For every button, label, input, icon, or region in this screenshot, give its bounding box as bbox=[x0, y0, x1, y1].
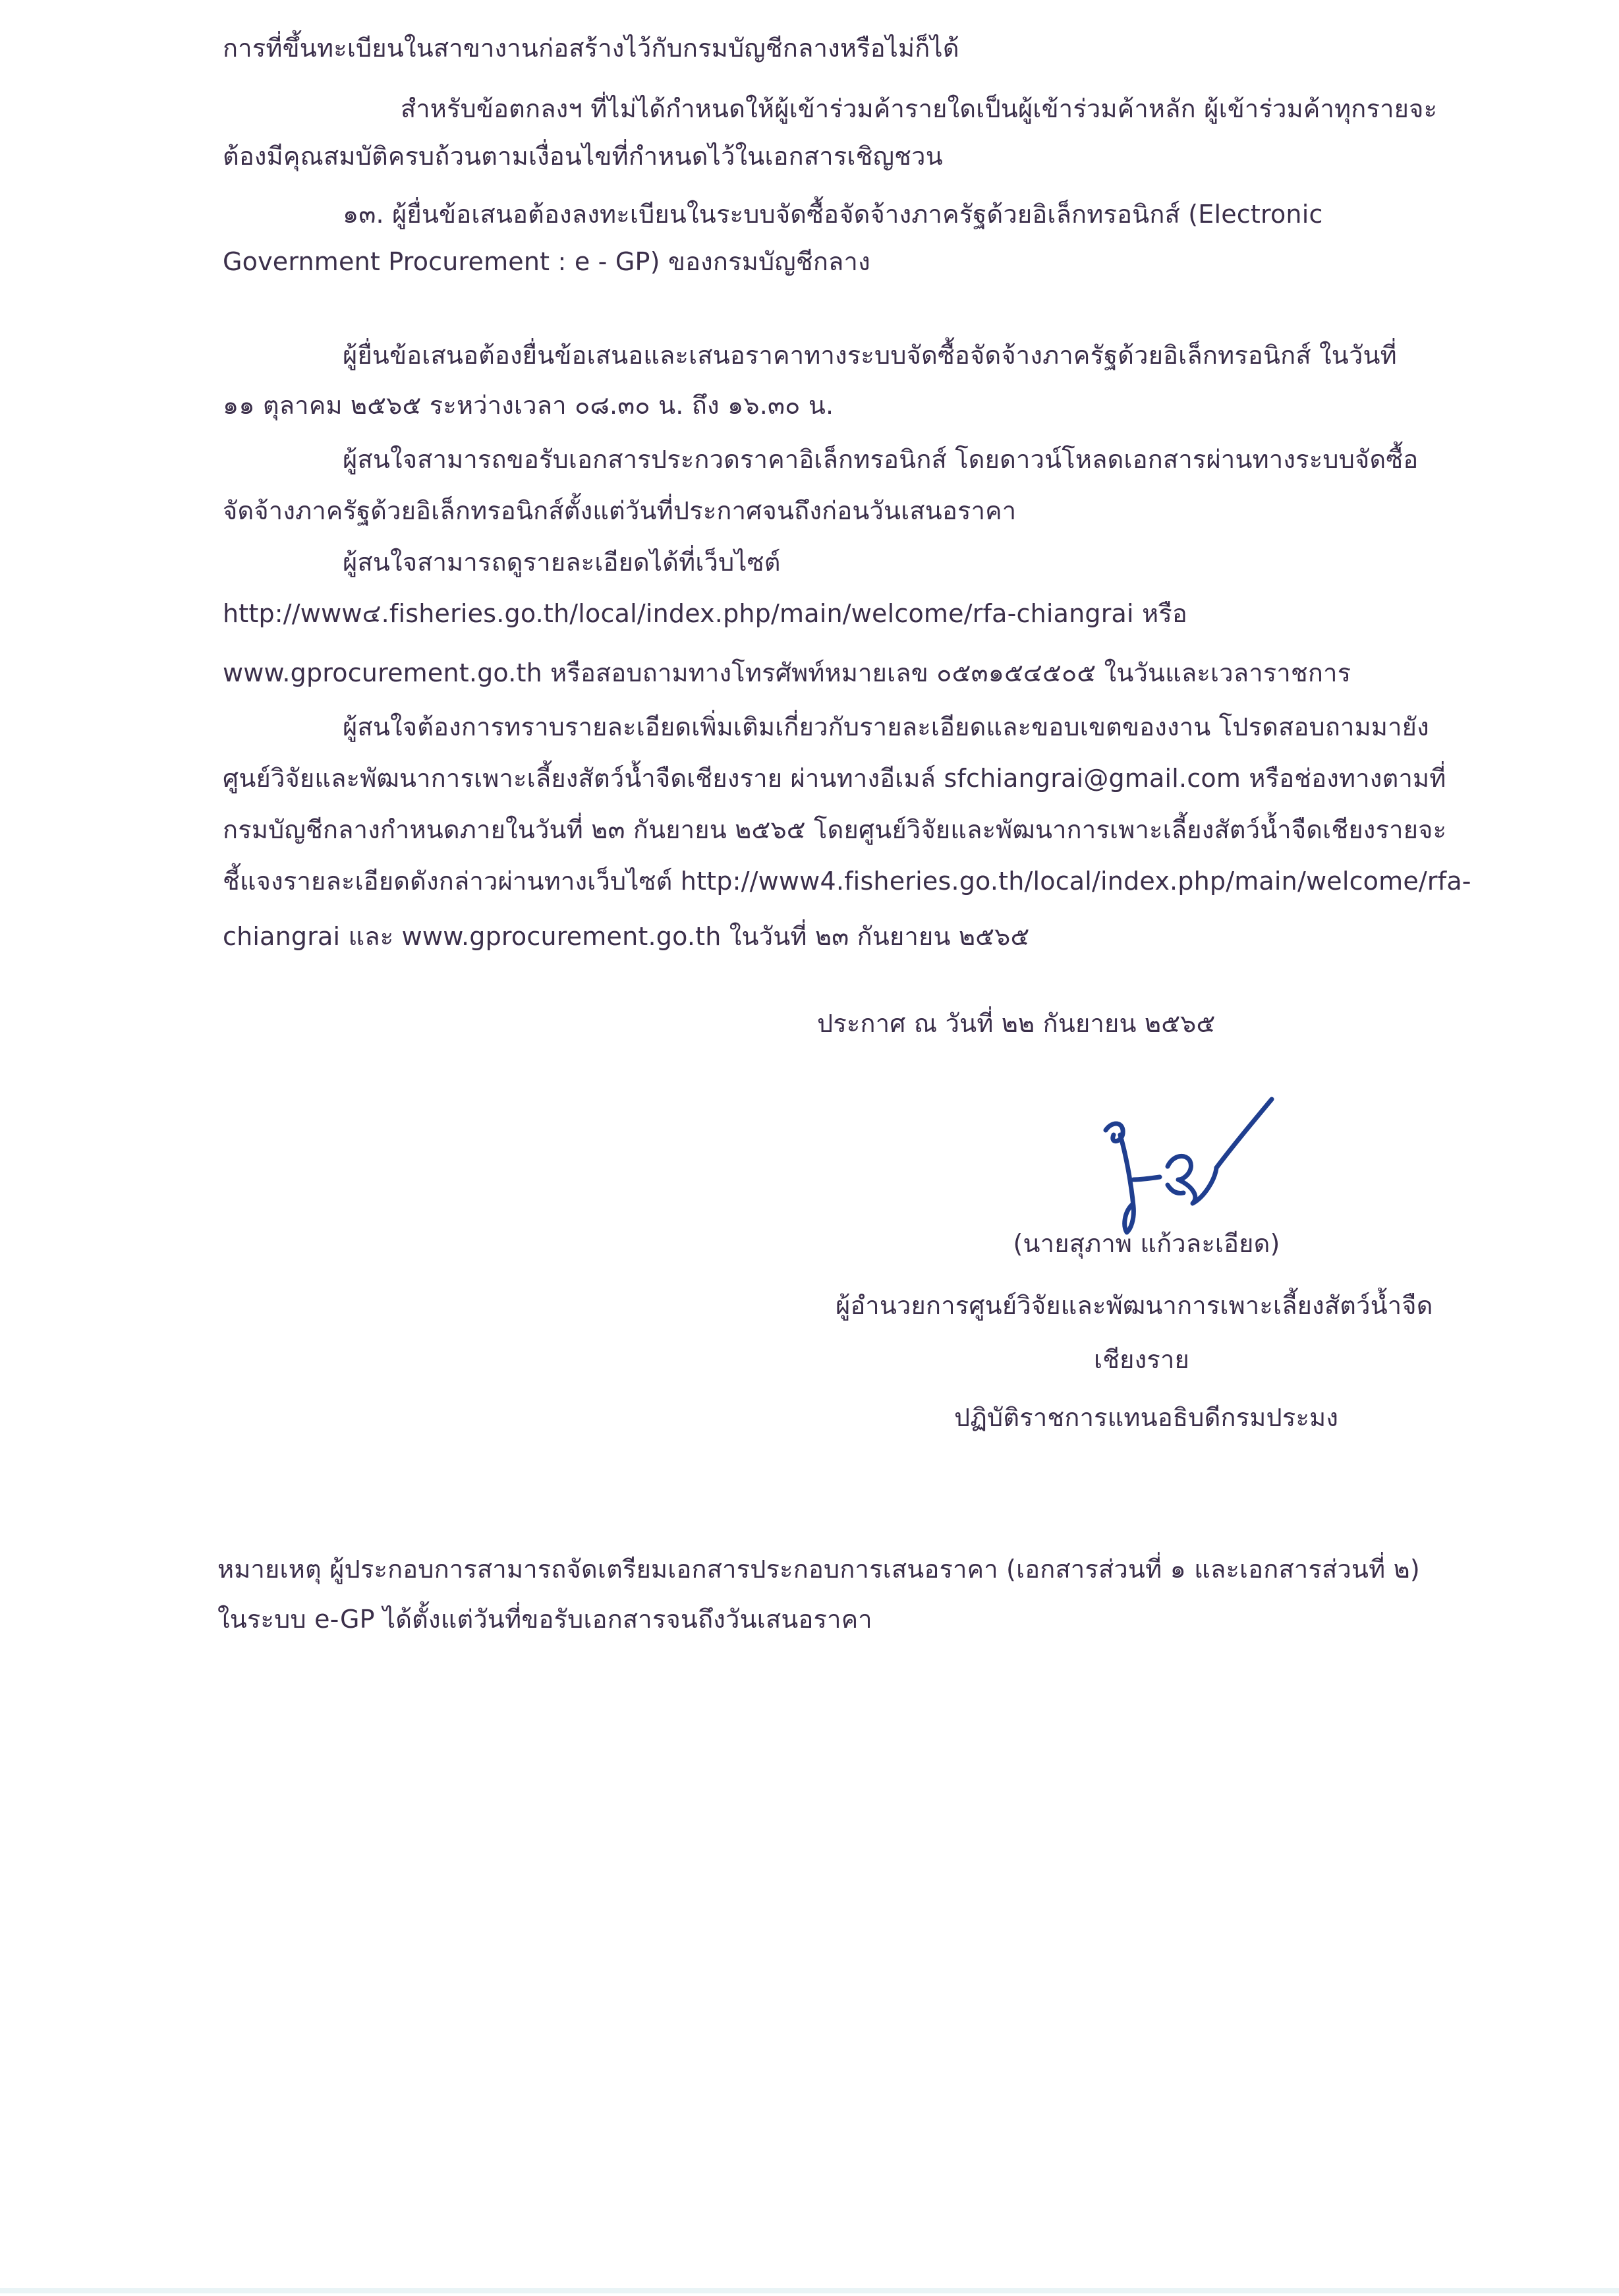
paragraph-line: การที่ขึ้นทะเบียนในสาขางานก่อสร้างไว้กับกรมบัญชีกลางหรือไม่ก็ได้ bbox=[223, 34, 959, 63]
scan-edge bbox=[0, 2288, 1619, 2293]
website-link-line[interactable]: chiangrai และ www.gprocurement.go.th ในวันที่ ๒๓ กันยายน ๒๕๖๕ bbox=[223, 922, 1030, 951]
paragraph-line: Government Procurement : e - GP) ของกรมบัญชีกลาง bbox=[223, 247, 870, 276]
paragraph-line: ต้องมีคุณสมบัติครบถ้วนตามเงื่อนไขที่กำหนดไว้ในเอกสารเชิญชวน bbox=[223, 142, 943, 171]
paragraph-line: กรมบัญชีกลางกำหนดภายในวันที่ ๒๓ กันยายน ๒๕๖๕ โดยศูนย์วิจัยและพัฒนาการเพาะเลี้ยงสัตว์น้ำจืดเชียงรายจะ bbox=[223, 815, 1447, 844]
note-line: หมายเหตุ ผู้ประกอบการสามารถจัดเตรียมเอกสารประกอบการเสนอราคา (เอกสารส่วนที่ ๑ และเอกสารส่วนที่ ๒) bbox=[217, 1555, 1420, 1584]
note-line: ในระบบ e-GP ได้ตั้งแต่วันที่ขอรับเอกสารจนถึงวันเสนอราคา bbox=[217, 1605, 872, 1634]
contact-line: www.gprocurement.go.th หรือสอบถามทางโทรศัพท์หมายเลข ๐๕๓๑๕๔๕๐๕ ในวันและเวลาราชการ bbox=[223, 658, 1351, 687]
signer-position: ปฏิบัติราชการแทนอธิบดีกรมประมง bbox=[954, 1403, 1339, 1432]
paragraph-line: ๑๓. ผู้ยื่นข้อเสนอต้องลงทะเบียนในระบบจัดซื้อจัดจ้างภาครัฐด้วยอิเล็กทรอนิกส์ (Electronic bbox=[343, 200, 1323, 229]
signer-position: ผู้อำนวยการศูนย์วิจัยและพัฒนาการเพาะเลี้ยงสัตว์น้ำจืด bbox=[836, 1291, 1433, 1320]
website-link-line[interactable]: http://www๔.fisheries.go.th/local/index.php/main/welcome/rfa-chiangrai หรือ bbox=[223, 599, 1187, 628]
paragraph-line: จัดจ้างภาครัฐด้วยอิเล็กทรอนิกส์ตั้งแต่วันที่ประกาศจนถึงก่อนวันเสนอราคา bbox=[223, 496, 1017, 525]
paragraph-line: ผู้สนใจสามารถขอรับเอกสารประกวดราคาอิเล็กทรอนิกส์ โดยดาวน์โหลดเอกสารผ่านทางระบบจัดซื้อ bbox=[343, 445, 1419, 474]
paragraph-line: สำหรับข้อตกลงฯ ที่ไม่ได้กำหนดให้ผู้เข้าร่วมค้ารายใดเป็นผู้เข้าร่วมค้าหลัก ผู้เข้าร่วมค้าทุกรายจะ bbox=[401, 94, 1438, 123]
email-line[interactable]: ศูนย์วิจัยและพัฒนาการเพาะเลี้ยงสัตว์น้ำจืดเชียงราย ผ่านทางอีเมล์ sfchiangrai@gmail.com หรือช่องทางตามที่ bbox=[223, 764, 1446, 793]
signer-position: เชียงราย bbox=[1094, 1345, 1190, 1374]
paragraph-line: ผู้ยื่นข้อเสนอต้องยื่นข้อเสนอและเสนอราคาทางระบบจัดซื้อจัดจ้างภาครัฐด้วยอิเล็กทรอนิกส์ ในวันที่ bbox=[343, 341, 1397, 370]
announce-date: ประกาศ ณ วันที่ ๒๒ กันยายน ๒๕๖๕ bbox=[817, 1009, 1216, 1038]
paragraph-line: ๑๑ ตุลาคม ๒๕๖๕ ระหว่างเวลา ๐๘.๓๐ น. ถึง ๑๖.๓๐ น. bbox=[223, 391, 834, 420]
paragraph-line: ผู้สนใจต้องการทราบรายละเอียดเพิ่มเติมเกี่ยวกับรายละเอียดและขอบเขตของงาน โปรดสอบถามมายัง bbox=[343, 712, 1429, 741]
paragraph-line: ผู้สนใจสามารถดูรายละเอียดได้ที่เว็บไซต์ bbox=[343, 548, 781, 577]
signature-icon bbox=[1094, 1081, 1338, 1252]
signer-name: (นายสุภาพ แก้วละเอียด) bbox=[1013, 1229, 1280, 1258]
website-link-line[interactable]: ชี้แจงรายละเอียดดังกล่าวผ่านทางเว็บไซต์ http://www4.fisheries.go.th/local/index.php/main/welcome/rfa- bbox=[223, 867, 1471, 896]
